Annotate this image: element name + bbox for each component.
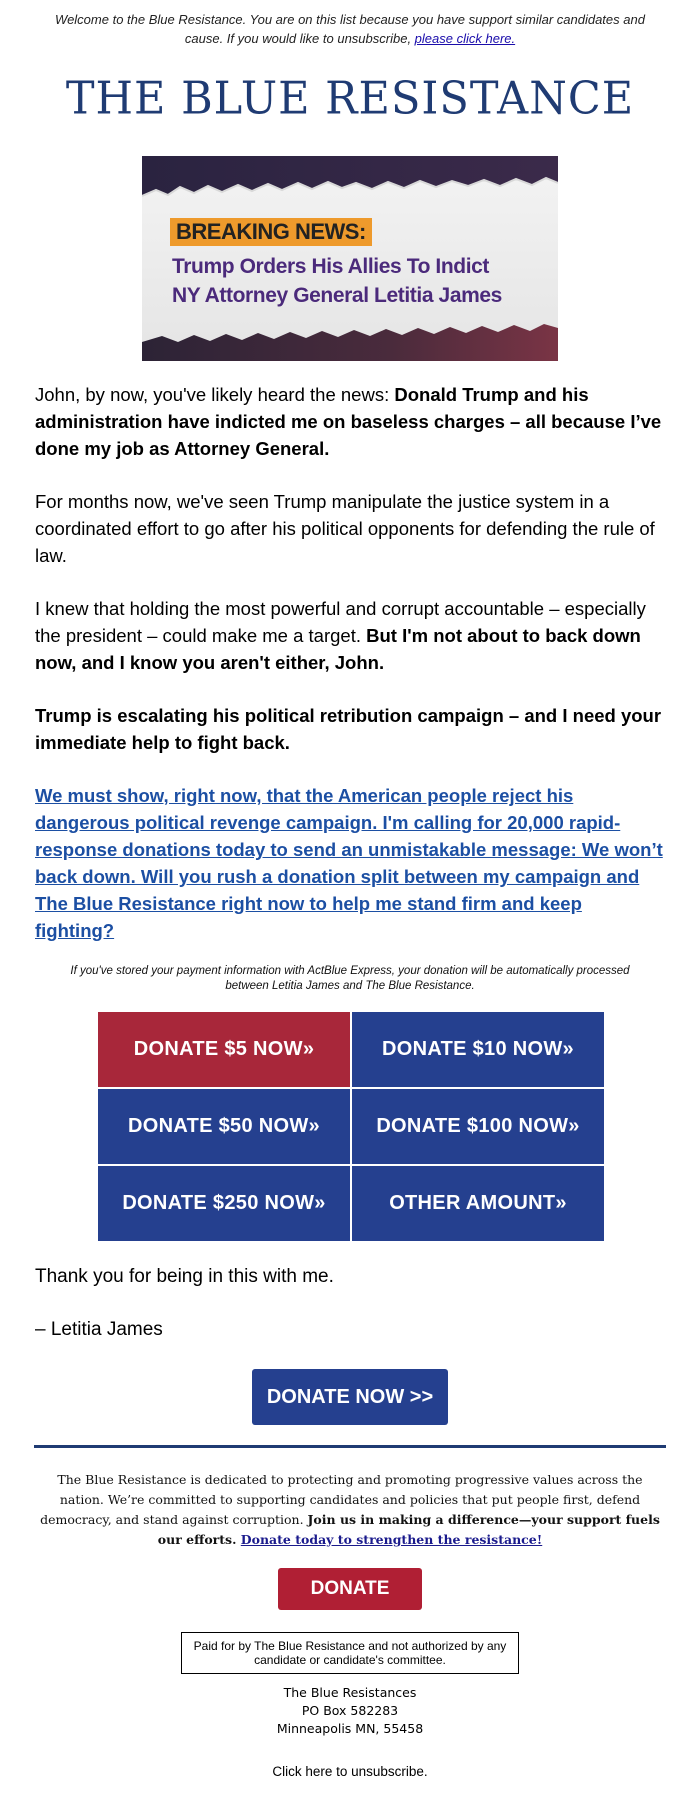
masthead-logo: THE BLUE RESISTANCE [65, 72, 635, 126]
appeal-donation-link[interactable]: We must show, right now, that the American people reject his dangerous political revenge campaign. I'm calling for 20,000 rapid-response donations today to send an unmistakable message: We won’t back down. Will you rush a donation split between my campaign and The Blue Resistance right now to help me stand firm and keep fighting? [35, 785, 663, 941]
paragraph-1 [35, 381, 665, 462]
thanks-line: Thank you for being in this with me. [35, 1266, 334, 1287]
paragraph-4 [35, 702, 665, 756]
donate-250-button[interactable]: DONATE $250 NOW» [98, 1166, 350, 1241]
mission-statement [35, 1470, 665, 1550]
donate-now-button[interactable]: DONATE NOW >> [252, 1369, 448, 1425]
paragraph-4-bold: Trump is escalating his political retribution campaign – and I need your immediate help to fight back. [35, 705, 662, 753]
mission-text: The Blue Resistance is dedicated to protecting and promoting progressive values across the nation. We’re committed to supporting candidates and policies that put people first, defend democracy, and stand against corruption. [40, 1472, 643, 1527]
address-po: PO Box 582283 [301, 1703, 399, 1718]
hero-headline-line1: Trump Orders His Allies To Indict [172, 255, 490, 278]
paragraph-3-text: I knew that holding the most powerful and corrupt accountable – especially the president – could make me a target. [35, 598, 646, 646]
paragraph-1-bold: Donald Trump and his administration have indicted me on baseless charges – all because I’ve done my job as Attorney General. [35, 384, 662, 459]
paragraph-3 [35, 595, 665, 676]
paragraph-2: For months now, we've seen Trump manipulate the justice system in a coordinated effort to go after his political opponents for defending the rule of law. [35, 491, 655, 566]
closing [35, 1263, 665, 1343]
mission-donate-link[interactable]: Donate today to strengthen the resistance! [240, 1532, 543, 1547]
donate-button-footer[interactable]: DONATE [278, 1568, 422, 1610]
mission-bold: Join us in making a difference—your support fuels our efforts. [157, 1512, 660, 1547]
donate-10-button[interactable]: DONATE $10 NOW» [352, 1012, 604, 1087]
hero-headline-line2: NY Attorney General Letitia James [172, 284, 502, 307]
address-name: The Blue Resistances [283, 1685, 417, 1700]
breaking-news-badge: BREAKING NEWS: [170, 218, 372, 246]
preheader-text: Welcome to the Blue Resistance. You are on this list because you have support similar candidates and cause. If you would like to unsubscribe, [55, 12, 645, 46]
donate-amount-grid [98, 1012, 602, 1241]
paid-for-disclaimer: Paid for by The Blue Resistance and not authorized by any candidate or candidate's committee. [181, 1632, 519, 1674]
paragraph-appeal [35, 782, 665, 944]
hero-headline [172, 252, 542, 310]
actblue-note: If you've stored your payment information with ActBlue Express, your donation will be automatically processed between Letitia James and The Blue Resistance. [70, 965, 630, 992]
signature: – Letitia James [35, 1319, 163, 1340]
letter-body [35, 381, 665, 944]
donate-100-button[interactable]: DONATE $100 NOW» [352, 1089, 604, 1164]
paragraph-3-bold: But I'm not about to back down now, and I know you aren't either, John. [35, 625, 641, 673]
unsubscribe-link-top[interactable]: please click here. [414, 31, 516, 46]
address-city: Minneapolis MN, 55458 [276, 1721, 424, 1736]
masthead [0, 74, 700, 124]
hero-image[interactable] [142, 156, 558, 361]
donate-5-button[interactable]: DONATE $5 NOW» [98, 1012, 350, 1087]
mailing-address [0, 1684, 700, 1738]
preheader [40, 0, 660, 48]
divider [34, 1445, 666, 1448]
donate-other-amount-button[interactable]: OTHER AMOUNT» [352, 1166, 604, 1241]
donate-50-button[interactable]: DONATE $50 NOW» [98, 1089, 350, 1164]
unsubscribe-link-footer[interactable]: Click here to unsubscribe. [272, 1764, 428, 1779]
paragraph-1-text: John, by now, you've likely heard the news: [35, 384, 395, 405]
